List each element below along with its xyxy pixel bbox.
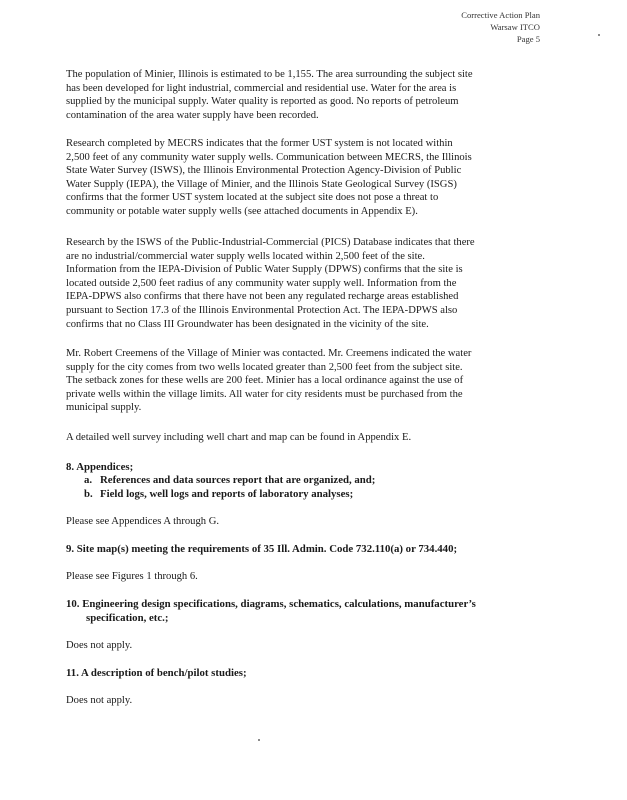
text-line: A detailed well survey including well chart and map can be found in Appendix E. bbox=[66, 432, 412, 443]
section-8-item-b bbox=[84, 488, 353, 502]
text-line: are no industrial/commercial water supply wells located within 2,500 feet of the site. bbox=[66, 250, 425, 262]
text-line: confirms that no Class III Groundwater has been designated in the vicinity of the site. bbox=[66, 318, 429, 330]
section-10-heading-line1: 10. Engineering design specifications, diagrams, schematics, calculations, manufacturer’s bbox=[66, 598, 476, 610]
section-9-heading: 9. Site map(s) meeting the requirements of 35 Ill. Admin. Code 732.110(a) or 734.440; bbox=[66, 543, 458, 555]
text-line: 2,500 feet of any community water supply wells. Communication between MECRS, the Illinois bbox=[66, 151, 472, 163]
item-text: Field logs, well logs and reports of laboratory analyses; bbox=[100, 488, 354, 500]
scan-speck bbox=[598, 34, 600, 36]
section-11-heading: 11. A description of bench/pilot studies; bbox=[66, 667, 247, 679]
text-line: located outside 2,500 feet radius of any community water supply well. Information from the bbox=[66, 277, 457, 289]
section-10-body bbox=[66, 639, 566, 653]
item-text: References and data sources report that are organized, and; bbox=[100, 474, 376, 486]
text-line: Does not apply. bbox=[66, 695, 133, 706]
header-site-name: Warsaw ITCO bbox=[490, 22, 540, 32]
text-line: private wells within the village limits. All water for city residents must be purchased from the bbox=[66, 388, 463, 400]
text-line: The population of Minier, Illinois is estimated to be 1,155. The area surrounding the subject site bbox=[66, 69, 473, 80]
section-10-heading bbox=[66, 598, 566, 625]
item-letter: a. bbox=[84, 474, 93, 486]
text-line: Does not apply. bbox=[66, 640, 133, 651]
header-page-number: Page 5 bbox=[516, 34, 540, 44]
text-line: municipal supply. bbox=[66, 402, 142, 414]
text-line: The setback zones for these wells are 200 feet. Minier has a local ordinance against the use of bbox=[66, 375, 464, 387]
page-header bbox=[461, 9, 540, 45]
paragraph-well-survey bbox=[66, 431, 566, 445]
section-9-body bbox=[66, 570, 566, 584]
text-line: confirms that the former UST system located at the subject site does not pose a threat to bbox=[66, 192, 439, 204]
item-letter: b. bbox=[84, 488, 93, 500]
paragraph-pics-research bbox=[66, 236, 566, 331]
paragraph-village-contact bbox=[66, 347, 566, 415]
paragraph-population bbox=[66, 68, 566, 122]
text-line: Please see Figures 1 through 6. bbox=[66, 571, 198, 582]
text-line: Water Supply (IEPA), the Village of Minier, and the Illinois State Geological Survey (ISGS) bbox=[66, 178, 457, 190]
section-8-item-a bbox=[84, 474, 375, 488]
section-11-body bbox=[66, 694, 566, 708]
text-line: supply for the city comes from two wells located greater than 2,500 feet from the subject site. bbox=[66, 361, 463, 373]
text-line: supplied by the municipal supply. Water quality is reported as good. No reports of petroleum bbox=[66, 96, 459, 108]
text-line: Research by the ISWS of the Public-Industrial-Commercial (PICS) Database indicates that there bbox=[66, 237, 475, 248]
text-line: State Water Survey (ISWS), the Illinois Environmental Protection Agency-Division of Public bbox=[66, 165, 462, 177]
text-line: community or potable water supply wells (see attached documents in Appendix E). bbox=[66, 205, 418, 217]
text-line: has been developed for light industrial, commercial and residential use. Water for the area is bbox=[66, 82, 457, 94]
text-line: contamination of the area water supply have been recorded. bbox=[66, 109, 319, 121]
text-line: Information from the IEPA-Division of Public Water Supply (DPWS) confirms that the site is bbox=[66, 264, 463, 276]
section-10-heading-line2: specification, etc.; bbox=[86, 611, 169, 624]
paragraph-ust-research bbox=[66, 137, 566, 219]
text-line: Research completed by MECRS indicates that the former UST system is not located within bbox=[66, 138, 453, 149]
header-doc-title: Corrective Action Plan bbox=[461, 10, 540, 20]
section-8-heading: 8. Appendices; bbox=[66, 461, 134, 473]
text-line: IEPA-DPWS also confirms that there have not been any regulated recharge areas established bbox=[66, 291, 459, 303]
text-line: Please see Appendices A through G. bbox=[66, 516, 219, 527]
section-8-body bbox=[66, 515, 566, 529]
text-line: Mr. Robert Creemens of the Village of Minier was contacted. Mr. Creemens indicated the water bbox=[66, 348, 472, 359]
scan-speck bbox=[258, 739, 260, 741]
text-line: pursuant to Section 17.3 of the Illinois Environmental Protection Act. The IEPA-DPWS also bbox=[66, 304, 458, 316]
